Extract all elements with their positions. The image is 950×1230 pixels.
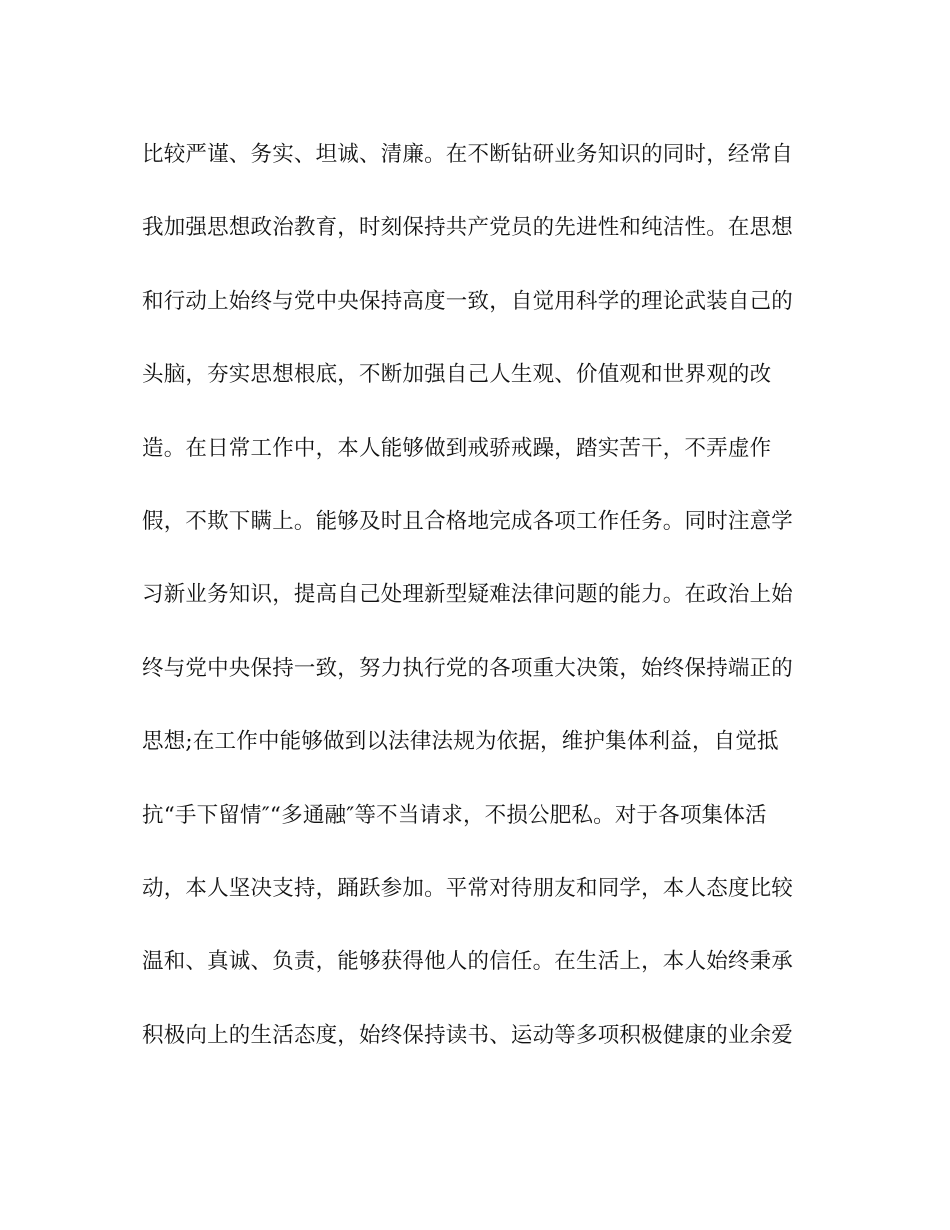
text-line-3: 和行动上始终与党中央保持高度一致，自觉用科学的理论武装自己的: [142, 288, 794, 314]
text-line-8: 终与党中央保持一致，努力执行党的各项重大决策，始终保持端正的: [142, 655, 794, 681]
text-line-2: 我加强思想政治教育，时刻保持共产党员的先进性和纯洁性。在思想: [142, 215, 794, 241]
text-line-7: 习新业务知识，提高自己处理新型疑难法律问题的能力。在政治上始: [142, 582, 794, 608]
text-line-12: 温和、真诚、负责，能够获得他人的信任。在生活上，本人始终秉承: [142, 949, 794, 975]
text-line-1: 比较严谨、务实、坦诚、清廉。在不断钻研业务知识的同时，经常自: [142, 142, 794, 167]
text-line-11: 动，本人坚决支持，踊跃参加。平常对待朋友和同学，本人态度比较: [142, 875, 794, 901]
text-line-6: 假，不欺下瞒上。能够及时且合格地完成各项工作任务。同时注意学: [142, 508, 794, 534]
body-text: [142, 132, 822, 1086]
text-line-10: 抗“手下留情″“多通融″等不当请求，不损公肥私。对于各项集体活: [142, 802, 767, 828]
text-line-9: 思想;在工作中能够做到以法律法规为依据，维护集体利益，自觉抵: [142, 729, 779, 755]
text-line-4: 头脑，夯实思想根底，不断加强自己人生观、价值观和世界观的改: [142, 362, 772, 388]
text-line-13: 积极向上的生活态度，始终保持读书、运动等多项积极健康的业余爱: [142, 1022, 794, 1048]
text-line-5: 造。在日常工作中，本人能够做到戒骄戒躁，踏实苦干，不弄虚作: [142, 435, 772, 461]
